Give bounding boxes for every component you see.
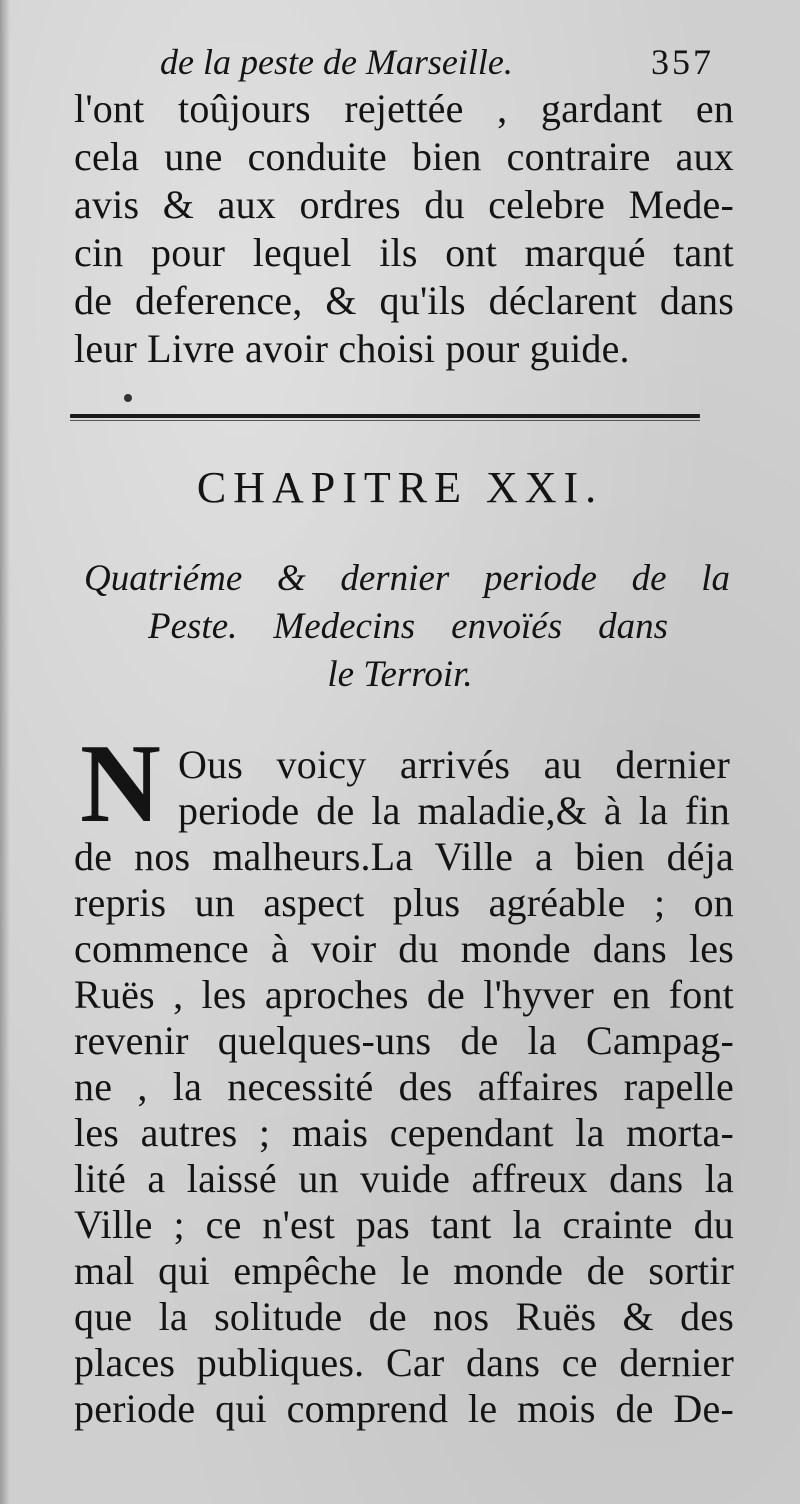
running-head: de la peste de Marseille. <box>160 42 513 82</box>
chapter-subtitle-line: Quatriéme & dernier periode de la <box>84 558 730 599</box>
body-line: que la solitude de nos Ruës & des <box>74 1294 734 1339</box>
intro-line: avis & aux ordres du celebre Mede- <box>74 182 734 227</box>
body-line: lité a laissé un vuide affreux dans la <box>74 1156 734 1201</box>
body-line: periode de la maladie,& à la fin <box>178 788 730 833</box>
body-line: commence à voir du monde dans les <box>74 926 734 971</box>
body-line: Ville ; ce n'est pas tant la crainte du <box>74 1202 734 1247</box>
chapter-subtitle-line: le Terroir. <box>327 654 473 695</box>
intro-line: de deference, & qu'ils déclarent dans <box>74 278 734 323</box>
body-line: de nos malheurs.La Ville a bien déja <box>74 834 734 879</box>
chapter-subtitle-line: Peste. Medecins envoïés dans <box>148 606 668 647</box>
body-line: Ruës , les aproches de l'hyver en font <box>74 972 734 1017</box>
intro-line: leur Livre avoir choisi pour guide. <box>74 326 630 371</box>
intro-line: l'ont toûjours rejettée , gardant en <box>74 86 734 131</box>
body-line: revenir quelques-uns de la Campag- <box>74 1018 734 1063</box>
drop-cap: N <box>80 722 161 846</box>
ink-speck <box>124 394 132 402</box>
intro-line: cela une conduite bien contraire aux <box>74 134 734 179</box>
body-line: mal qui empêche le monde de sortir <box>74 1248 734 1293</box>
page-edge-shadow <box>0 0 10 1504</box>
body-line: les autres ; mais cependant la morta- <box>74 1110 734 1155</box>
body-line: ne , la necessité des affaires rapelle <box>74 1064 734 1109</box>
section-divider-thin <box>70 420 700 421</box>
intro-line: cin pour lequel ils ont marqué tant <box>74 230 734 275</box>
page-number: 357 <box>651 42 714 82</box>
body-line: Ous voicy arrivés au dernier <box>178 742 730 787</box>
body-line: periode qui comprend le mois de De- <box>74 1386 734 1431</box>
body-line: repris un aspect plus agréable ; on <box>74 880 734 925</box>
chapter-title: CHAPITRE XXI. <box>196 463 604 512</box>
body-line: places publiques. Car dans ce dernier <box>74 1340 734 1385</box>
section-divider <box>70 414 700 418</box>
